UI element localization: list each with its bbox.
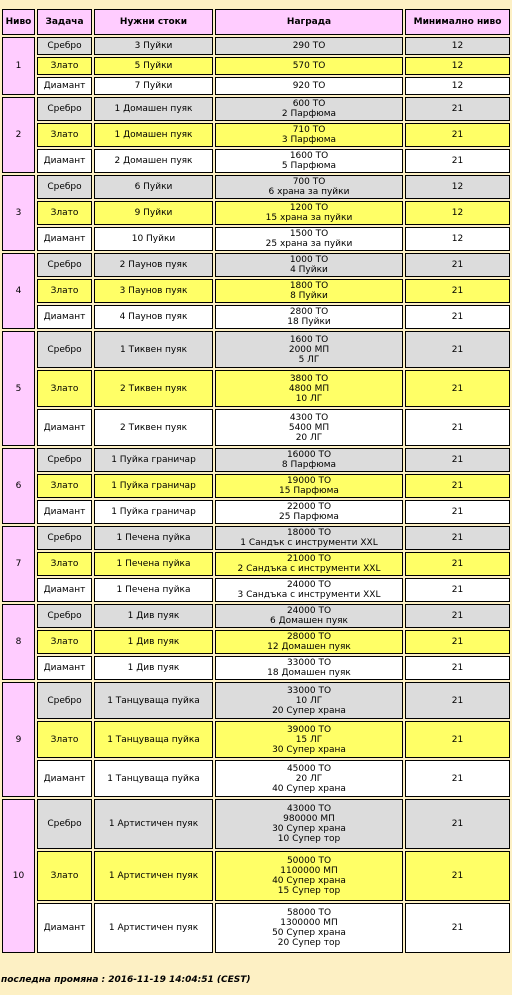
- last-modified: последна промяна : 2016-11-19 14:04:51 (CEST): [1, 975, 251, 985]
- table-row: [2, 149, 510, 173]
- table-row: [2, 201, 510, 225]
- reward-cell: [215, 552, 403, 576]
- goods-cell: 1 Артистичен пуяк: [94, 799, 213, 849]
- reward-line: 20 Супер храна: [272, 705, 346, 716]
- reward-cell: [215, 331, 403, 368]
- reward-line: 1200 ТО: [289, 203, 329, 213]
- goods-cell: 1 Танцуваща пуйка: [94, 760, 213, 797]
- reward-cell: [215, 227, 403, 251]
- task-cell: Диамант: [37, 500, 92, 524]
- table-row: [2, 123, 510, 147]
- task-cell: Злато: [37, 851, 92, 901]
- table-row: [2, 37, 510, 55]
- reward-line: 600 ТО: [292, 99, 326, 109]
- task-cell: Диамант: [37, 656, 92, 680]
- min-level-cell: 21: [405, 760, 510, 797]
- task-cell: Сребро: [37, 526, 92, 550]
- reward-line: 33000 ТО: [286, 658, 332, 668]
- reward-line: 15 храна за пуйки: [265, 213, 353, 223]
- reward-cell: [215, 656, 403, 680]
- reward-cell: [215, 578, 403, 602]
- reward-line: 20 ЛГ: [295, 773, 323, 784]
- task-cell: Злато: [37, 474, 92, 498]
- goods-cell: 1 Пуйка граничар: [94, 500, 213, 524]
- reward-line: 33000 ТО: [286, 685, 332, 696]
- task-cell: Диамант: [37, 77, 92, 95]
- reward-line: 19000 ТО: [286, 476, 332, 486]
- reward-line: 8 Пуйки: [290, 291, 328, 301]
- level-cell: 8: [2, 604, 35, 680]
- reward-line: 15 ЛГ: [295, 734, 323, 745]
- goods-cell: 7 Пуйки: [94, 77, 213, 95]
- reward-line: 30 Супер храна: [272, 744, 346, 755]
- min-level-cell: 21: [405, 903, 510, 953]
- header-goods: Нужни стоки: [94, 9, 213, 35]
- reward-line: 21000 ТО: [286, 554, 332, 564]
- goods-cell: 1 Домашен пуяк: [94, 97, 213, 121]
- min-level-cell: 21: [405, 448, 510, 472]
- task-cell: Злато: [37, 552, 92, 576]
- goods-cell: 2 Паунов пуяк: [94, 253, 213, 277]
- reward-cell: [215, 149, 403, 173]
- task-cell: Злато: [37, 201, 92, 225]
- table-row: [2, 331, 510, 368]
- reward-line: 18 Пуйки: [287, 317, 331, 327]
- reward-line: 2 Парфюма: [281, 109, 337, 119]
- reward-cell: [215, 201, 403, 225]
- table-row: [2, 604, 510, 628]
- header-level: Ниво: [2, 9, 35, 35]
- reward-line: 25 храна за пуйки: [265, 239, 353, 249]
- goods-cell: 1 Домашен пуяк: [94, 123, 213, 147]
- reward-cell: [215, 123, 403, 147]
- min-level-cell: 21: [405, 721, 510, 758]
- reward-cell: [215, 175, 403, 199]
- min-level-cell: 21: [405, 123, 510, 147]
- goods-cell: 1 Пуйка граничар: [94, 448, 213, 472]
- goods-cell: 5 Пуйки: [94, 57, 213, 75]
- quests-table: [0, 7, 512, 955]
- reward-line: 980000 МП: [283, 814, 335, 824]
- reward-cell: [215, 760, 403, 797]
- task-cell: Диамант: [37, 409, 92, 446]
- min-level-cell: 21: [405, 305, 510, 329]
- reward-line: 6 Домашен пуяк: [269, 616, 348, 626]
- reward-cell: [215, 682, 403, 719]
- table-row: [2, 175, 510, 199]
- task-cell: Сребро: [37, 448, 92, 472]
- reward-line: 2 Сандъка с инструменти XXL: [237, 564, 381, 574]
- table-row: [2, 227, 510, 251]
- reward-line: 1100000 МП: [280, 866, 338, 876]
- reward-line: 1300000 МП: [280, 918, 338, 928]
- reward-line: 4300 ТО: [289, 412, 329, 423]
- goods-cell: 1 Печена пуйка: [94, 526, 213, 550]
- reward-line: 15 Супер тор: [277, 886, 341, 896]
- reward-cell: [215, 370, 403, 407]
- reward-cell: [215, 851, 403, 901]
- reward-cell: [215, 57, 403, 75]
- reward-line: 12 Домашен пуяк: [267, 642, 351, 652]
- min-level-cell: 21: [405, 682, 510, 719]
- min-level-cell: 21: [405, 331, 510, 368]
- reward-cell: [215, 97, 403, 121]
- reward-line: 39000 ТО: [286, 724, 332, 735]
- goods-cell: 1 Див пуяк: [94, 656, 213, 680]
- reward-cell: [215, 630, 403, 654]
- reward-line: 18 Домашен пуяк: [267, 668, 351, 678]
- task-cell: Злато: [37, 123, 92, 147]
- reward-line: 58000 ТО: [286, 908, 332, 918]
- reward-line: 50000 ТО: [286, 856, 332, 866]
- level-cell: 10: [2, 799, 35, 953]
- reward-line: 30 Супер храна: [272, 824, 346, 834]
- goods-cell: 2 Тиквен пуяк: [94, 370, 213, 407]
- reward-line: 20 Супер тор: [277, 938, 341, 948]
- reward-cell: [215, 799, 403, 849]
- task-cell: Сребро: [37, 799, 92, 849]
- table-row: [2, 57, 510, 75]
- task-cell: Злато: [37, 630, 92, 654]
- min-level-cell: 21: [405, 552, 510, 576]
- table-row: [2, 409, 510, 446]
- min-level-cell: 21: [405, 656, 510, 680]
- level-cell: 6: [2, 448, 35, 524]
- reward-line: 20 ЛГ: [295, 432, 323, 443]
- goods-cell: 1 Див пуяк: [94, 630, 213, 654]
- task-cell: Диамант: [37, 227, 92, 251]
- min-level-cell: 21: [405, 630, 510, 654]
- reward-line: 25 Парфюма: [279, 512, 339, 522]
- reward-line: 5 ЛГ: [298, 354, 320, 365]
- goods-cell: 9 Пуйки: [94, 201, 213, 225]
- goods-cell: 2 Домашен пуяк: [94, 149, 213, 173]
- reward-line: 5400 МП: [288, 422, 330, 433]
- reward-line: 4 Пуйки: [290, 265, 328, 275]
- goods-cell: 1 Артистичен пуяк: [94, 851, 213, 901]
- min-level-cell: 21: [405, 370, 510, 407]
- reward-cell: [215, 37, 403, 55]
- level-cell: 4: [2, 253, 35, 329]
- table-row: [2, 656, 510, 680]
- task-cell: Сребро: [37, 604, 92, 628]
- reward-line: 1 Сандък с инструменти XXL: [240, 538, 378, 548]
- reward-cell: [215, 500, 403, 524]
- min-level-cell: 21: [405, 500, 510, 524]
- reward-line: 40 Супер храна: [272, 876, 346, 886]
- task-cell: Диамант: [37, 578, 92, 602]
- reward-line: 2800 ТО: [289, 307, 329, 317]
- table-row: [2, 851, 510, 901]
- table-row: [2, 799, 510, 849]
- task-cell: Диамант: [37, 149, 92, 173]
- reward-line: 6 храна за пуйки: [268, 187, 350, 197]
- min-level-cell: 12: [405, 37, 510, 55]
- min-level-cell: 21: [405, 604, 510, 628]
- min-level-cell: 21: [405, 97, 510, 121]
- reward-line: 16000 ТО: [286, 450, 332, 460]
- reward-line: 3800 ТО: [289, 373, 329, 384]
- table-row: [2, 578, 510, 602]
- reward-line: 3 Сандъка с инструменти XXL: [237, 590, 381, 600]
- task-cell: Злато: [37, 721, 92, 758]
- reward-line: 5 Парфюма: [281, 161, 337, 171]
- min-level-cell: 12: [405, 227, 510, 251]
- reward-cell: [215, 474, 403, 498]
- goods-cell: 1 Танцуваща пуйка: [94, 721, 213, 758]
- goods-cell: 1 Печена пуйка: [94, 552, 213, 576]
- goods-cell: 1 Печена пуйка: [94, 578, 213, 602]
- min-level-cell: 12: [405, 201, 510, 225]
- goods-cell: 6 Пуйки: [94, 175, 213, 199]
- table-row: [2, 97, 510, 121]
- reward-line: 1600 ТО: [289, 151, 329, 161]
- header-task: Задача: [37, 9, 92, 35]
- level-cell: 1: [2, 37, 35, 95]
- goods-cell: 3 Паунов пуяк: [94, 279, 213, 303]
- task-cell: Злато: [37, 370, 92, 407]
- reward-cell: [215, 604, 403, 628]
- min-level-cell: 21: [405, 474, 510, 498]
- goods-cell: 3 Пуйки: [94, 37, 213, 55]
- reward-line: 1000 ТО: [289, 255, 329, 265]
- reward-cell: [215, 721, 403, 758]
- task-cell: Диамант: [37, 305, 92, 329]
- reward-line: 22000 ТО: [286, 502, 332, 512]
- reward-line: 570 ТО: [292, 61, 326, 71]
- task-cell: Сребро: [37, 331, 92, 368]
- table-row: [2, 370, 510, 407]
- reward-line: 700 ТО: [292, 177, 326, 187]
- header-row: [2, 9, 510, 35]
- min-level-cell: 21: [405, 253, 510, 277]
- table-row: [2, 552, 510, 576]
- reward-cell: [215, 305, 403, 329]
- reward-line: 10 ЛГ: [295, 695, 323, 706]
- table-row: [2, 500, 510, 524]
- task-cell: Сребро: [37, 37, 92, 55]
- reward-line: 290 ТО: [292, 41, 326, 51]
- goods-cell: 2 Тиквен пуяк: [94, 409, 213, 446]
- header-reward: Награда: [215, 9, 403, 35]
- reward-line: 10 ЛГ: [295, 393, 323, 404]
- table-row: [2, 721, 510, 758]
- task-cell: Сребро: [37, 175, 92, 199]
- reward-line: 3 Парфюма: [281, 135, 337, 145]
- min-level-cell: 21: [405, 578, 510, 602]
- header-min-level: Минимално ниво: [405, 9, 510, 35]
- reward-line: 920 ТО: [292, 81, 326, 91]
- task-cell: Диамант: [37, 903, 92, 953]
- reward-line: 24000 ТО: [286, 580, 332, 590]
- reward-line: 24000 ТО: [286, 606, 332, 616]
- goods-cell: 4 Паунов пуяк: [94, 305, 213, 329]
- goods-cell: 1 Тиквен пуяк: [94, 331, 213, 368]
- table-row: [2, 77, 510, 95]
- level-cell: 2: [2, 97, 35, 173]
- reward-line: 1600 ТО: [289, 334, 329, 345]
- table-row: [2, 760, 510, 797]
- table-row: [2, 448, 510, 472]
- goods-cell: 1 Див пуяк: [94, 604, 213, 628]
- min-level-cell: 21: [405, 149, 510, 173]
- reward-line: 15 Парфюма: [279, 486, 339, 496]
- reward-cell: [215, 253, 403, 277]
- table-body: [2, 37, 510, 953]
- table-row: [2, 474, 510, 498]
- goods-cell: 1 Артистичен пуяк: [94, 903, 213, 953]
- table-row: [2, 526, 510, 550]
- goods-cell: 10 Пуйки: [94, 227, 213, 251]
- reward-cell: [215, 279, 403, 303]
- reward-line: 43000 ТО: [286, 804, 332, 814]
- table-row: [2, 682, 510, 719]
- reward-line: 10 Супер тор: [277, 834, 341, 844]
- task-cell: Сребро: [37, 97, 92, 121]
- min-level-cell: 21: [405, 409, 510, 446]
- min-level-cell: 21: [405, 851, 510, 901]
- table-row: [2, 279, 510, 303]
- table-row: [2, 305, 510, 329]
- goods-cell: 1 Пуйка граничар: [94, 474, 213, 498]
- reward-line: 1800 ТО: [289, 281, 329, 291]
- level-cell: 7: [2, 526, 35, 602]
- task-cell: Злато: [37, 279, 92, 303]
- task-cell: Сребро: [37, 682, 92, 719]
- reward-cell: [215, 448, 403, 472]
- goods-cell: 1 Танцуваща пуйка: [94, 682, 213, 719]
- level-cell: 5: [2, 331, 35, 446]
- reward-line: 18000 ТО: [286, 528, 332, 538]
- reward-line: 50 Супер храна: [272, 928, 346, 938]
- min-level-cell: 12: [405, 175, 510, 199]
- reward-line: 710 ТО: [292, 125, 326, 135]
- level-cell: 9: [2, 682, 35, 797]
- reward-cell: [215, 409, 403, 446]
- reward-line: 8 Парфюма: [281, 460, 337, 470]
- level-cell: 3: [2, 175, 35, 251]
- task-cell: Диамант: [37, 760, 92, 797]
- reward-line: 1500 ТО: [289, 229, 329, 239]
- task-cell: Злато: [37, 57, 92, 75]
- reward-cell: [215, 77, 403, 95]
- min-level-cell: 12: [405, 57, 510, 75]
- table-row: [2, 903, 510, 953]
- min-level-cell: 21: [405, 526, 510, 550]
- table-row: [2, 630, 510, 654]
- reward-line: 28000 ТО: [286, 632, 332, 642]
- table-row: [2, 253, 510, 277]
- reward-line: 40 Супер храна: [272, 783, 346, 794]
- min-level-cell: 21: [405, 799, 510, 849]
- reward-cell: [215, 526, 403, 550]
- min-level-cell: 21: [405, 279, 510, 303]
- reward-line: 4800 МП: [288, 383, 330, 394]
- reward-line: 2000 МП: [288, 344, 330, 355]
- reward-line: 45000 ТО: [286, 763, 332, 774]
- min-level-cell: 12: [405, 77, 510, 95]
- reward-cell: [215, 903, 403, 953]
- task-cell: Сребро: [37, 253, 92, 277]
